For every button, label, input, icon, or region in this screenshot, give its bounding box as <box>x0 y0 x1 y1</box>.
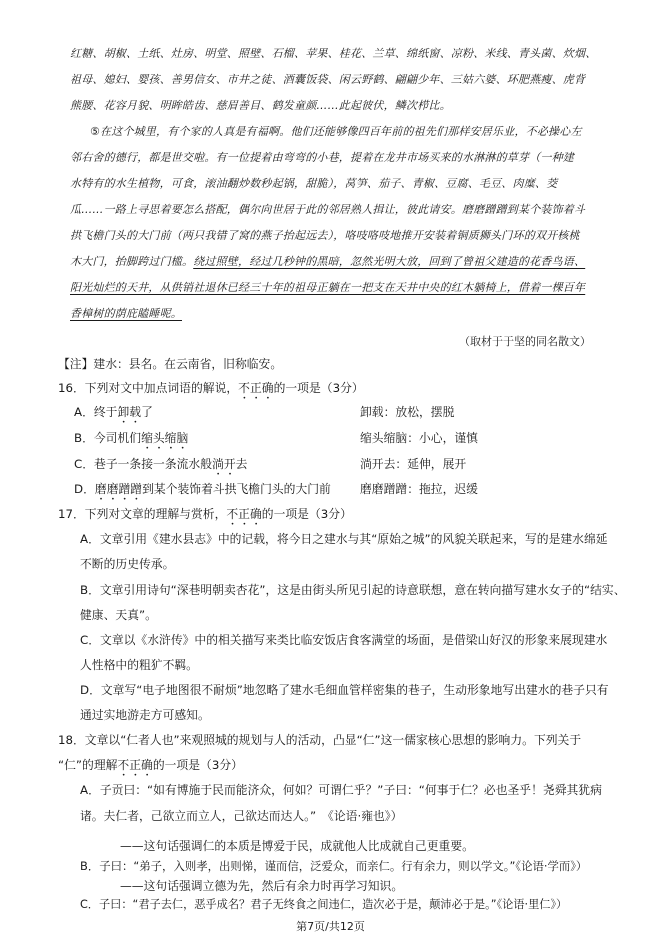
q17-option-b-cont: 健康、天真”。 <box>80 608 157 622</box>
q17-option-d-cont: 通过实地游走方可感知。 <box>80 708 210 722</box>
q16-option-d: D．磨磨蹭蹭到某个装饰着斗拱飞檐门头的大门前 <box>74 482 331 496</box>
underlined-sentence: 香樟树的荫庇瞌睡呢。 <box>70 307 182 320</box>
annotation-note: 【注】建水：县名。在云南省，旧称临安。 <box>58 357 283 371</box>
essay-line: 祖母、媳妇、婴孩、善男信女、市井之徒、酒囊饭袋、闲云野鹤、翩翩少年、三姑六婆、环肥燕瘦、虎背 <box>70 73 586 86</box>
q16-option-c-gloss: 淌开去：延伸，展开 <box>360 457 467 471</box>
q16-option-d-gloss: 磨磨蹭蹭：拖拉，迟缓 <box>360 482 478 496</box>
q16-option-b: B．今司机们缩头缩脑 <box>74 431 189 445</box>
q18-option-a-comment: ——这句话强调仁的本质是博爱于民，成就他人比成就自己更重要。 <box>120 839 474 853</box>
q18-option-a-cont: 诸。夫仁者，己欲立而立人，己欲达而达人。” 《论语·雍也》） <box>80 809 403 823</box>
question-16-stem: 16．下列对文中加点词语的解说，不正确的一项是（3分） <box>58 381 364 395</box>
question-17-stem: 17．下列对文章的理解与赏析，不正确的一项是（3分） <box>58 507 352 521</box>
essay-source: （取材于于坚的同名散文） <box>459 335 591 348</box>
essay-line: 红糖、胡椒、土纸、灶房、明堂、照壁、石榴、苹果、桂花、兰草、绵纸窗、凉粉、米线、青头菌、炊烟、 <box>70 47 597 60</box>
essay-text: 木大门，抬脚跨过门槛。 <box>70 255 194 268</box>
essay-line <box>70 254 585 270</box>
essay-line: 拱飞檐门头的大门前（两只我错了窝的燕子抬起远去），咯吱咯吱地推开安装着铜质狮头门环的双开核桃 <box>70 229 580 242</box>
q16-option-b-gloss: 缩头缩脑：小心，谨慎 <box>360 431 478 445</box>
essay-line: ⑤在这个城里，有个家的人真是有福啊。他们还能够像四百年前的祖先们那样安居乐业，不必操心左 <box>90 125 582 138</box>
question-18-stem: 18．文章以“仁者人也”来观照城的规划与人的活动，凸显“仁”这一儒家核心思想的影响力。下列关于 <box>58 733 582 747</box>
q18-option-b: B．子曰：“弟子，入则孝，出则悌，谨而信，泛爱众，而亲仁。行有余力，则以学文。”《论语·学而》） <box>80 859 588 873</box>
q16-option-c: C．巷子一条接一条流水般淌开去 <box>74 457 248 471</box>
q16-option-a: A．终于卸载了 <box>74 405 153 419</box>
essay-line: 瓜……一路上寻思着要怎么搭配，偶尔向世居于此的邻居熟人揖让，彼此请安。磨磨蹭蹭到某个装饰着斗 <box>70 203 586 216</box>
q17-option-a-cont: 不断的历史传承。 <box>80 557 175 571</box>
q17-option-b: B．文章引用诗句“深巷明朝卖杏花”，这是由街头所见引起的诗意联想，意在转向描写建水女子的“结实、 <box>80 583 626 597</box>
essay-line: 水特有的水生植物，可食，滚油翻炒数秒起锅，甜脆），莴笋、茄子、青椒、豆腐、毛豆、肉糜、茭 <box>70 177 558 190</box>
essay-line: 邻右舍的德行，都是世交啦。有一位提着由弯弯的小巷，提着在龙井市场买来的水淋淋的草芽（一种建 <box>70 151 574 164</box>
q18-option-b-comment: ——这句话强调立德为先，然后有余力时再学习知识。 <box>120 879 404 893</box>
underlined-sentence: 绕过照壁，经过几秒钟的黑暗，忽然光明大放，回到了曾祖父建造的花香鸟语、 <box>193 255 586 268</box>
q17-option-c: C．文章以《水浒传》中的相关描写来类比临安饭店食客满堂的场面，是借梁山好汉的形象来展现建水 <box>80 633 608 647</box>
q17-option-a: A．文章引用《建水县志》中的记载，将今日之建水与其“原始之城”的风貌关联起来，写的是建水绵延 <box>80 532 608 546</box>
underlined-sentence: 阳光灿烂的天井，从供销社退休已经三十年的祖母正躺在一把支在天井中央的红木躺椅上，借着一棵百年 <box>70 281 586 294</box>
essay-line: 熊腰、花容月貌、明眸皓齿、慈眉善目、鹤发童颜……此起彼伏，鳞次栉比。 <box>70 99 451 112</box>
q17-option-c-cont: 人性格中的粗犷不羁。 <box>80 658 198 672</box>
q16-option-a-gloss: 卸载：放松，摆脱 <box>360 405 455 419</box>
q18-option-a: A．子贡曰：“如有博施于民而能济众，何如？可谓仁乎？”子曰：“何事于仁？必也圣乎！尧舜其犹病 <box>80 783 602 797</box>
question-18-stem-cont: “仁”的理解不正确的一项是（3分） <box>58 758 243 772</box>
q17-option-d: D．文章写“电子地图很不耐烦”地忽略了建水毛细血管样密集的巷子，生动形象地写出建水的巷子只有 <box>80 683 609 697</box>
page-footer: 第7页/共12页 <box>296 920 365 933</box>
q18-option-c: C．子曰：“君子去仁，恶乎成名？君子无终食之间违仁，造次必于是，颠沛必于是。”《论语·里仁》） <box>80 898 568 911</box>
